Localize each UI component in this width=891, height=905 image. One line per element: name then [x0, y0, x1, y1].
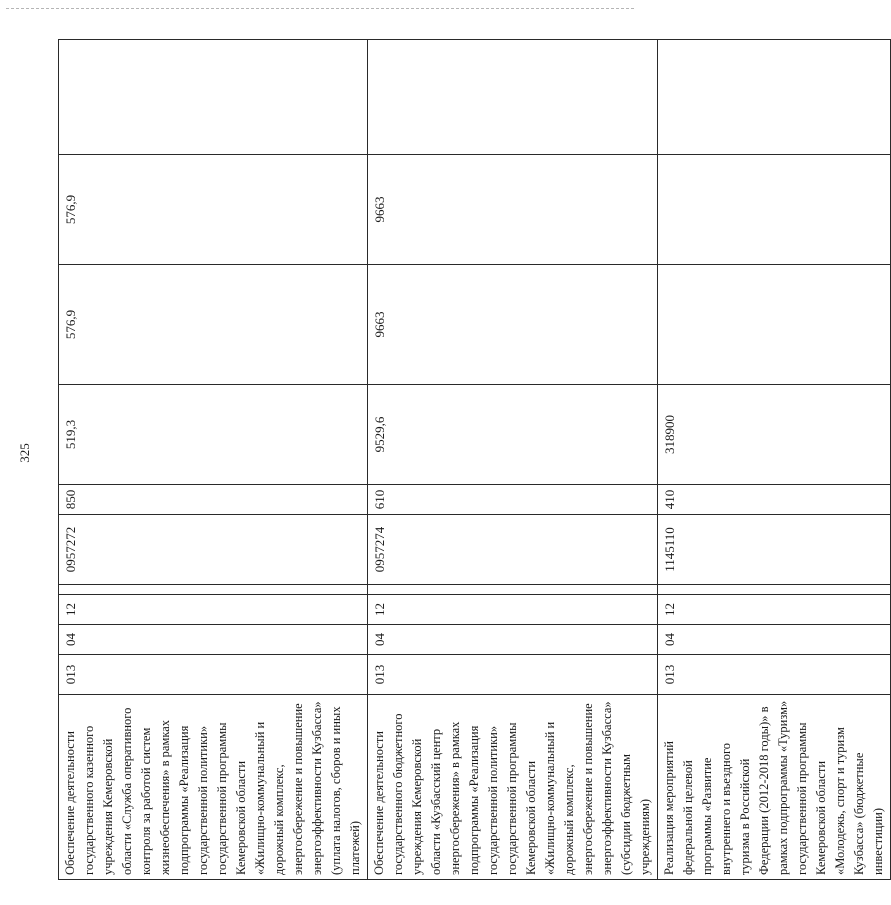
target-article-code: 0957272 [59, 515, 368, 585]
amount-year-1: 519,3 [59, 385, 368, 485]
amount-year-2: 9663 [368, 265, 658, 385]
amount-year-3 [658, 155, 891, 265]
row-description: Обеспечение деятельности государственного казенного учреждения Кемеровской области «Служба оперативного контроля за работой систем жизнеобеспечения» в рамках подпрограммы «Реализация государственной политики» государственной программы Кемеровской области «Жилищно-коммунальный и дорожный комплекс, энергосбережение и повышение энергоэффективности Кузбасса» (уплата налогов, сборов и иных платежей) [59, 695, 368, 880]
amount-year-2 [658, 265, 891, 385]
empty-cell [368, 40, 658, 155]
row-description: Реализация мероприятий федеральной целевой программы «Развитие внутреннего и въездного туризма в Российской Федерации (2012-2018 годы)» в рамках подпрограммы «Туризм» государственной программы Кемеровской области «Молодежь, спорт и туризм Кузбасса» (бюджетные инвестиции) [658, 695, 891, 880]
empty-cell [59, 40, 368, 155]
subsection-code: 12 [368, 595, 658, 625]
landscape-table-container [58, 40, 885, 880]
ministry-code: 013 [368, 655, 658, 695]
expense-type-code: 850 [59, 485, 368, 515]
empty-cell [658, 585, 891, 595]
rotated-page-area [58, 40, 885, 880]
target-article-code: 1145110 [658, 515, 891, 585]
subsection-code: 12 [59, 595, 368, 625]
amount-year-2: 576,9 [59, 265, 368, 385]
top-scan-rule [6, 8, 634, 9]
table-row [658, 40, 891, 880]
amount-year-1: 9529,6 [368, 385, 658, 485]
empty-cell [59, 585, 368, 595]
expense-type-code: 610 [368, 485, 658, 515]
table-row [368, 40, 658, 880]
ministry-code: 013 [658, 655, 891, 695]
expense-type-code: 410 [658, 485, 891, 515]
amount-year-1: 318900 [658, 385, 891, 485]
empty-cell [368, 585, 658, 595]
table-row [59, 40, 368, 880]
section-code: 04 [368, 625, 658, 655]
section-code: 04 [59, 625, 368, 655]
amount-year-3: 9663 [368, 155, 658, 265]
row-description: Обеспечение деятельности государственного бюджетного учреждения Кемеровской области «Кузбасский центр энергосбережения» в рамках подпрограммы «Реализация государственной политики» государственной программы Кемеровской области «Жилищно-коммунальный и дорожный комплекс, энергосбережение и повышение энергоэффективности Кузбасса» (субсидии бюджетным учреждениям) [368, 695, 658, 880]
section-code: 04 [658, 625, 891, 655]
subsection-code: 12 [658, 595, 891, 625]
ministry-code: 013 [59, 655, 368, 695]
page-number: 325 [17, 443, 32, 463]
budget-table [58, 39, 891, 880]
target-article-code: 0957274 [368, 515, 658, 585]
amount-year-3: 576,9 [59, 155, 368, 265]
empty-cell [658, 40, 891, 155]
